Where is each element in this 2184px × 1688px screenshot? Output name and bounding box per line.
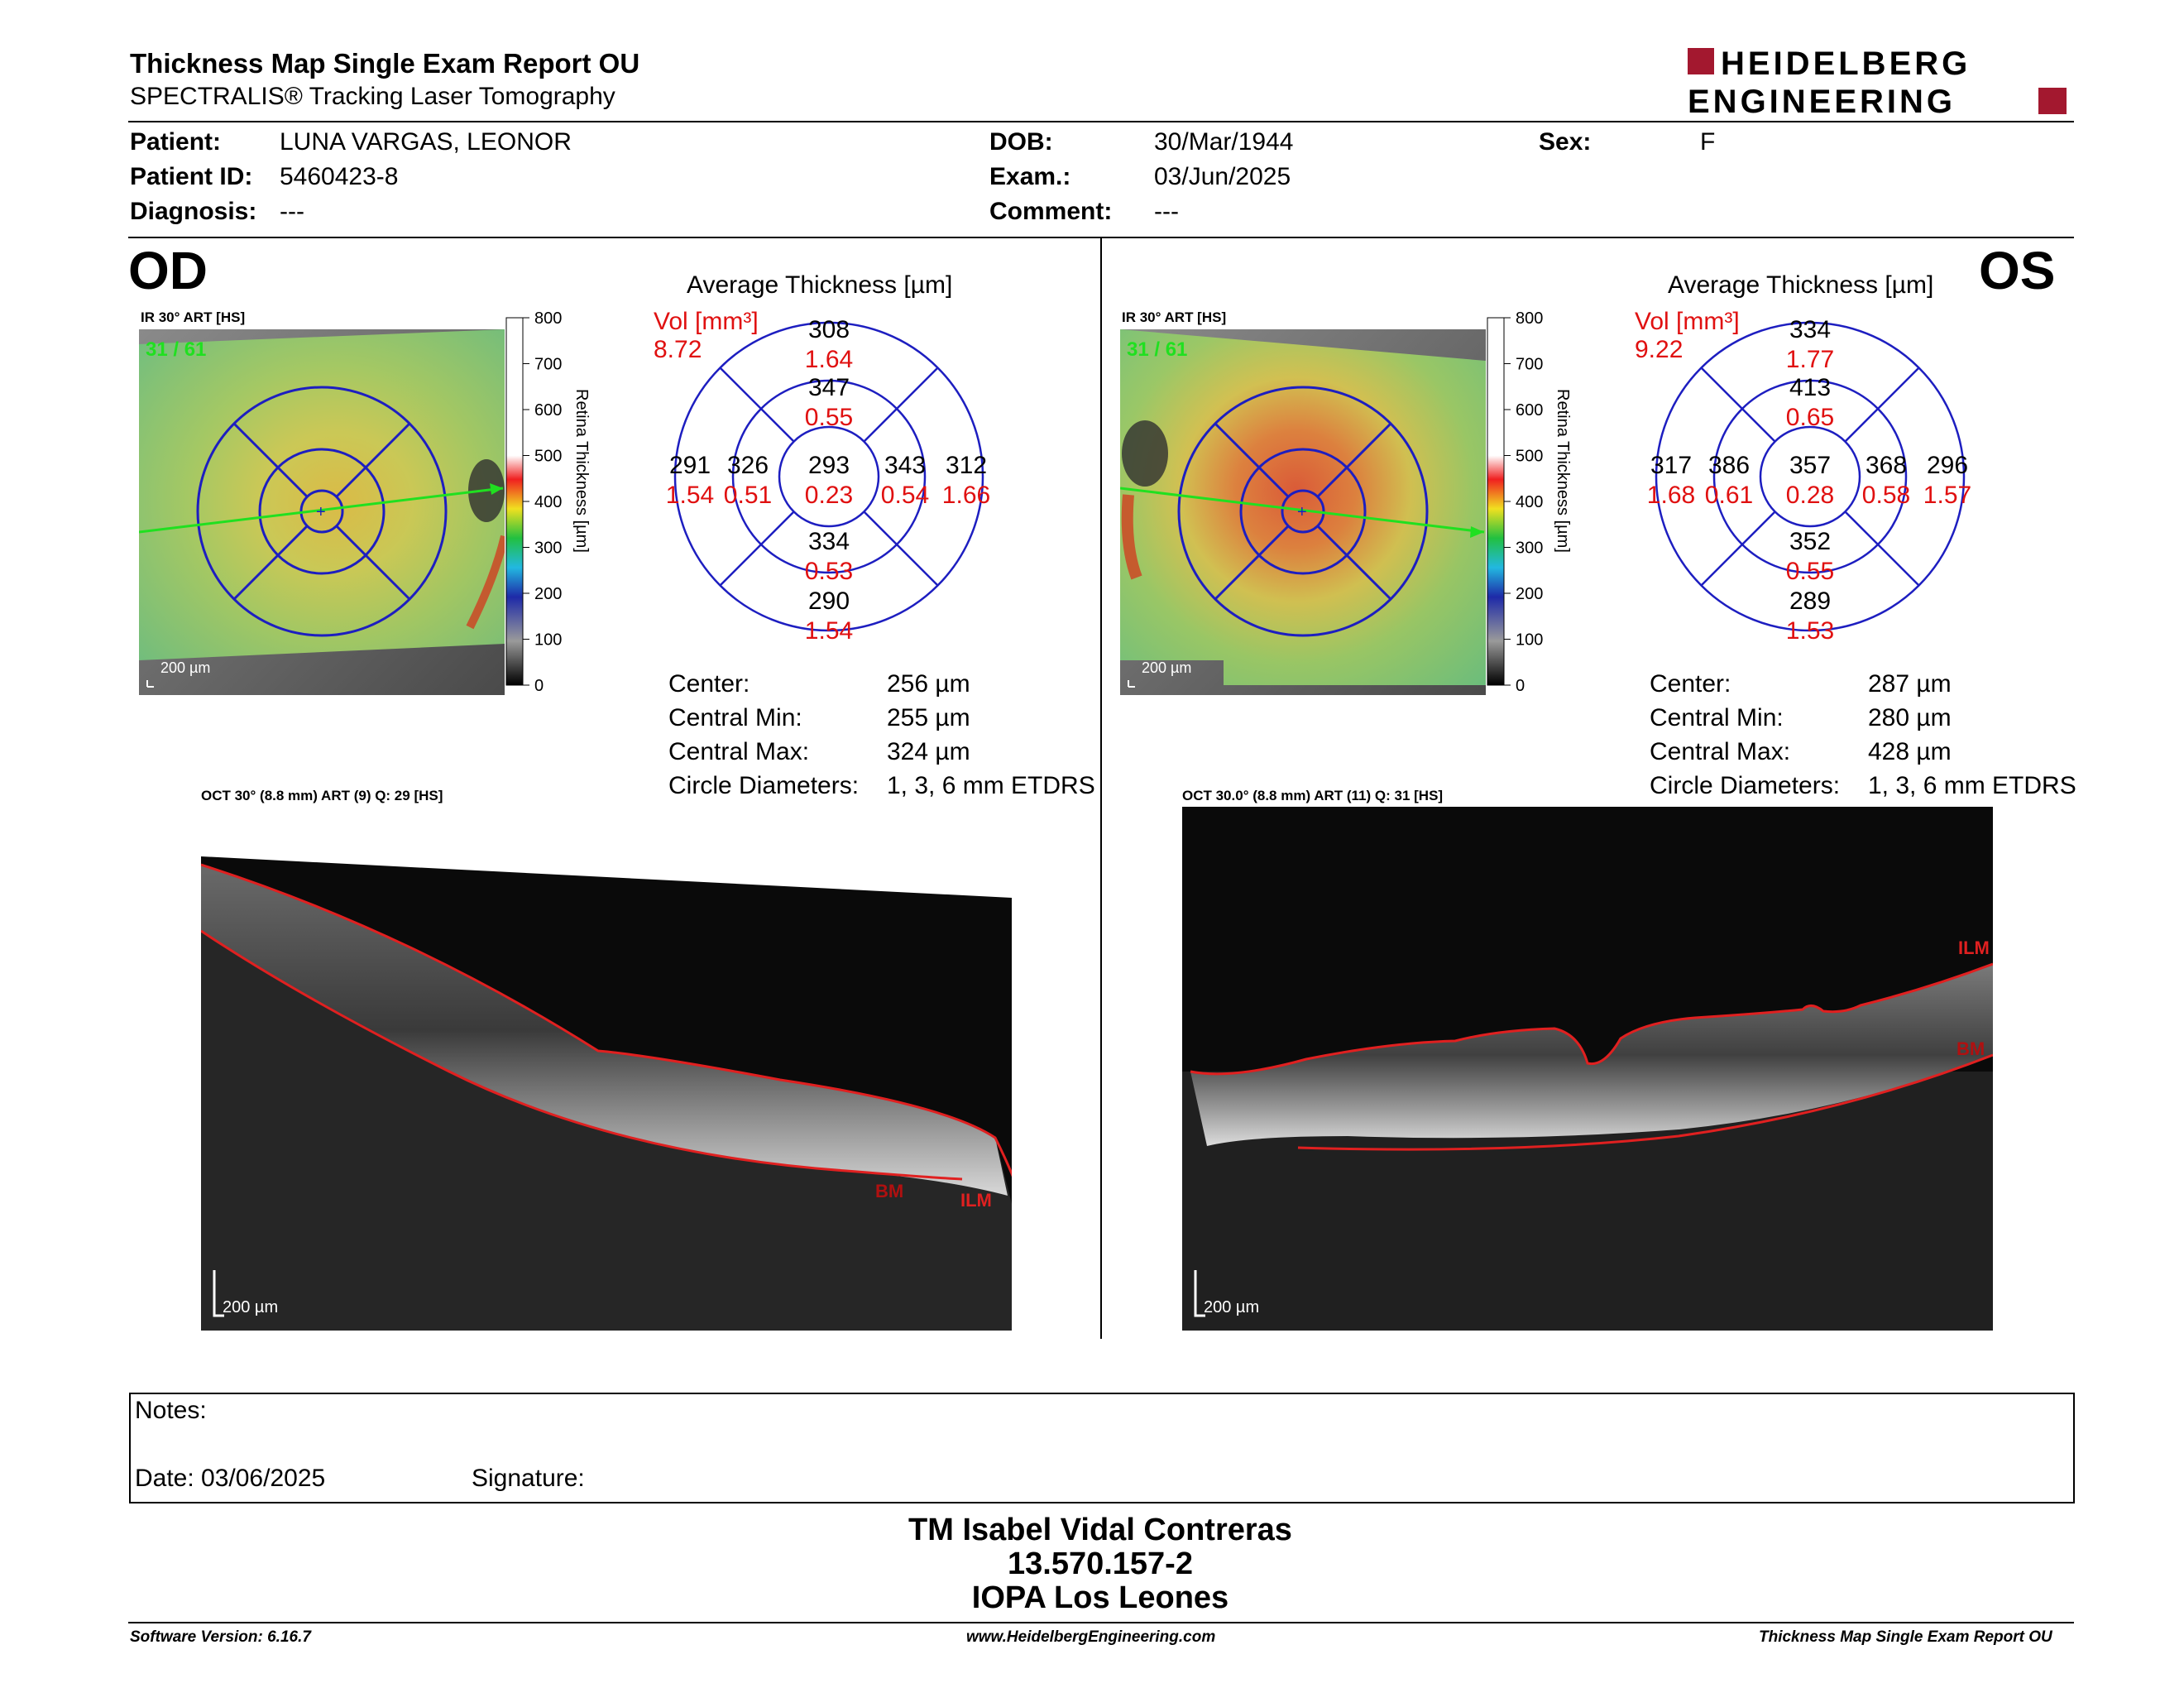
os-min-label: Central Min:	[1650, 704, 1784, 731]
os-colorbar-tick: 500	[1516, 447, 1544, 466]
os-outer-sup-volume: 1.77	[1785, 346, 1835, 373]
patient-id-value: 5460423-8	[280, 163, 399, 190]
footer-software: Software Version: 6.16.7	[130, 1628, 311, 1646]
od-colorbar-label: Retina Thickness [µm]	[572, 389, 591, 553]
os-colorbar-tick: 0	[1516, 677, 1525, 695]
heidelberg-logo	[1688, 46, 2068, 116]
os-colorbar-tick: 300	[1516, 539, 1544, 558]
os-diam-label: Circle Diameters:	[1650, 772, 1841, 799]
od-oct-label: OCT 30° (8.8 mm) ART (9) Q: 29 [HS]	[201, 788, 443, 803]
od-center-value: 256 µm	[887, 670, 970, 698]
od-vol-label: Vol [mm³]	[654, 308, 759, 335]
exam-value: 03/Jun/2025	[1154, 163, 1291, 190]
os-frame-counter: 31 / 61	[1127, 338, 1188, 361]
od-center-label: Center:	[668, 670, 750, 698]
os-center-value: 287 µm	[1868, 670, 1952, 698]
od-eye-label: OD	[128, 241, 208, 300]
os-oct-scale: 200 µm	[1204, 1298, 1260, 1316]
os-colorbar-tick: 200	[1516, 585, 1544, 603]
od-colorbar	[496, 308, 596, 697]
od-ilm-label: ILM	[960, 1190, 992, 1211]
od-center-volume: 0.23	[804, 482, 854, 509]
notes-date: Date: 03/06/2025	[135, 1465, 326, 1492]
os-center-volume: 0.28	[1785, 482, 1835, 509]
od-outer-left-thickness: 291	[668, 452, 711, 479]
os-avg-title: Average Thickness [µm]	[1668, 271, 1934, 299]
os-outer-left-thickness: 317	[1650, 452, 1693, 479]
od-inner-right-thickness: 343	[884, 452, 927, 479]
od-vol-total: 8.72	[654, 336, 702, 363]
od-bm-label: BM	[875, 1181, 904, 1201]
os-outer-right-thickness: 296	[1926, 452, 1969, 479]
os-ilm-label: ILM	[1958, 938, 1990, 958]
od-colorbar-tick: 600	[534, 401, 563, 420]
od-colorbar-tick: 700	[534, 355, 563, 374]
diagnosis-value: ---	[280, 198, 304, 225]
od-outer-right-thickness: 312	[945, 452, 988, 479]
os-colorbar-tick: 700	[1516, 355, 1544, 374]
os-inner-inf-volume: 0.55	[1785, 558, 1835, 585]
svg-text:+: +	[1297, 503, 1307, 521]
exam-label: Exam.:	[989, 163, 1071, 190]
os-bm-label: BM	[1956, 1038, 1985, 1059]
os-outer-right-volume: 1.57	[1923, 482, 1972, 509]
od-colorbar-tick: 100	[534, 631, 563, 650]
dob-label: DOB:	[989, 128, 1053, 156]
diagnosis-label: Diagnosis:	[130, 198, 257, 225]
os-thickness-map	[1120, 329, 1486, 695]
od-colorbar-tick: 500	[534, 447, 563, 466]
od-center-thickness: 293	[807, 452, 850, 479]
od-oct-bscan	[201, 807, 1012, 1331]
os-center-label: Center:	[1650, 670, 1731, 698]
report-subtitle: SPECTRALIS® Tracking Laser Tomography	[130, 83, 615, 110]
os-oct-label: OCT 30.0° (8.8 mm) ART (11) Q: 31 [HS]	[1182, 788, 1444, 803]
patient-id-label: Patient ID:	[130, 163, 253, 190]
comment-label: Comment:	[989, 198, 1113, 225]
os-colorbar	[1478, 308, 1577, 697]
notes-box	[129, 1393, 2075, 1503]
os-vol-total: 9.22	[1635, 336, 1684, 363]
sex-value: F	[1700, 128, 1716, 156]
os-vol-label: Vol [mm³]	[1635, 308, 1740, 335]
os-colorbar-tick: 600	[1516, 401, 1544, 420]
od-thickness-map	[139, 329, 505, 695]
os-inner-left-thickness: 386	[1707, 452, 1751, 479]
signer-institution: IOPA Los Leones	[971, 1580, 1229, 1615]
os-oct-bscan	[1182, 807, 1993, 1331]
logo-line1: HEIDELBERG	[1721, 46, 1971, 82]
od-diam-value: 1, 3, 6 mm ETDRS	[887, 772, 1095, 799]
os-colorbar-tick: 400	[1516, 493, 1544, 511]
footer-website[interactable]: www.HeidelbergEngineering.com	[966, 1628, 1216, 1646]
sex-label: Sex:	[1539, 128, 1592, 156]
od-colorbar-tick: 200	[534, 585, 563, 603]
os-inner-sup-thickness: 413	[1789, 374, 1832, 401]
os-outer-left-volume: 1.68	[1646, 482, 1696, 509]
signer-name: TM Isabel Vidal Contreras	[908, 1513, 1292, 1547]
os-max-label: Central Max:	[1650, 738, 1791, 765]
logo-line2: ENGINEERING	[1688, 84, 1956, 116]
notes-signature-label: Signature:	[472, 1465, 585, 1492]
eye-divider	[1100, 238, 1102, 1339]
os-map-scale: 200 µm	[1142, 659, 1192, 676]
os-inner-sup-volume: 0.65	[1785, 404, 1835, 431]
od-frame-counter: 31 / 61	[146, 338, 207, 361]
notes-label: Notes:	[135, 1397, 207, 1424]
os-colorbar-tick: 100	[1516, 631, 1544, 650]
os-max-value: 428 µm	[1868, 738, 1952, 765]
od-outer-sup-thickness: 308	[807, 316, 850, 343]
od-inner-left-volume: 0.51	[723, 482, 773, 509]
od-inner-sup-volume: 0.55	[804, 404, 854, 431]
od-inner-left-thickness: 326	[726, 452, 769, 479]
os-outer-sup-thickness: 334	[1789, 316, 1832, 343]
os-min-value: 280 µm	[1868, 704, 1952, 731]
od-max-value: 324 µm	[887, 738, 970, 765]
os-inner-left-volume: 0.61	[1704, 482, 1754, 509]
od-inner-inf-volume: 0.53	[804, 558, 854, 585]
od-colorbar-tick: 0	[534, 677, 544, 695]
od-outer-inf-volume: 1.54	[804, 617, 854, 645]
os-outer-inf-volume: 1.53	[1785, 617, 1835, 645]
patient-name: LUNA VARGAS, LEONOR	[280, 128, 572, 156]
os-diam-value: 1, 3, 6 mm ETDRS	[1868, 772, 2076, 799]
dob-value: 30/Mar/1944	[1154, 128, 1294, 156]
od-oct-scale: 200 µm	[223, 1298, 279, 1316]
os-outer-inf-thickness: 289	[1789, 587, 1832, 615]
footer-report: Thickness Map Single Exam Report OU	[1759, 1628, 2052, 1646]
od-inner-inf-thickness: 334	[807, 528, 850, 555]
os-colorbar-label: Retina Thickness [µm]	[1554, 389, 1572, 553]
od-ir-label: IR 30° ART [HS]	[141, 309, 246, 325]
patient-label: Patient:	[130, 128, 222, 156]
od-max-label: Central Max:	[668, 738, 810, 765]
os-inner-right-thickness: 368	[1865, 452, 1908, 479]
os-etdrs-grid	[1631, 311, 1995, 659]
os-ir-label: IR 30° ART [HS]	[1122, 309, 1227, 325]
os-inner-right-volume: 0.58	[1861, 482, 1911, 509]
od-colorbar-tick: 300	[534, 539, 563, 558]
signer-rut: 13.570.157-2	[1008, 1547, 1193, 1581]
od-map-scale: 200 µm	[160, 659, 211, 676]
od-inner-right-volume: 0.54	[880, 482, 930, 509]
os-inner-inf-thickness: 352	[1789, 528, 1832, 555]
od-outer-sup-volume: 1.64	[804, 346, 854, 373]
os-eye-label: OS	[1979, 241, 2056, 300]
os-center-thickness: 357	[1789, 452, 1832, 479]
os-colorbar-tick: 800	[1516, 309, 1544, 328]
comment-value: ---	[1154, 198, 1179, 225]
od-min-label: Central Min:	[668, 704, 802, 731]
svg-text:+: +	[316, 503, 326, 521]
od-min-value: 255 µm	[887, 704, 970, 731]
od-etdrs-grid	[650, 311, 1014, 659]
od-colorbar-tick: 400	[534, 493, 563, 511]
od-inner-sup-thickness: 347	[807, 374, 850, 401]
od-diam-label: Circle Diameters:	[668, 772, 860, 799]
od-outer-left-volume: 1.54	[665, 482, 715, 509]
report-title: Thickness Map Single Exam Report OU	[130, 48, 640, 79]
od-avg-title: Average Thickness [µm]	[687, 271, 953, 299]
od-outer-inf-thickness: 290	[807, 587, 850, 615]
od-outer-right-volume: 1.66	[941, 482, 991, 509]
od-colorbar-tick: 800	[534, 309, 563, 328]
